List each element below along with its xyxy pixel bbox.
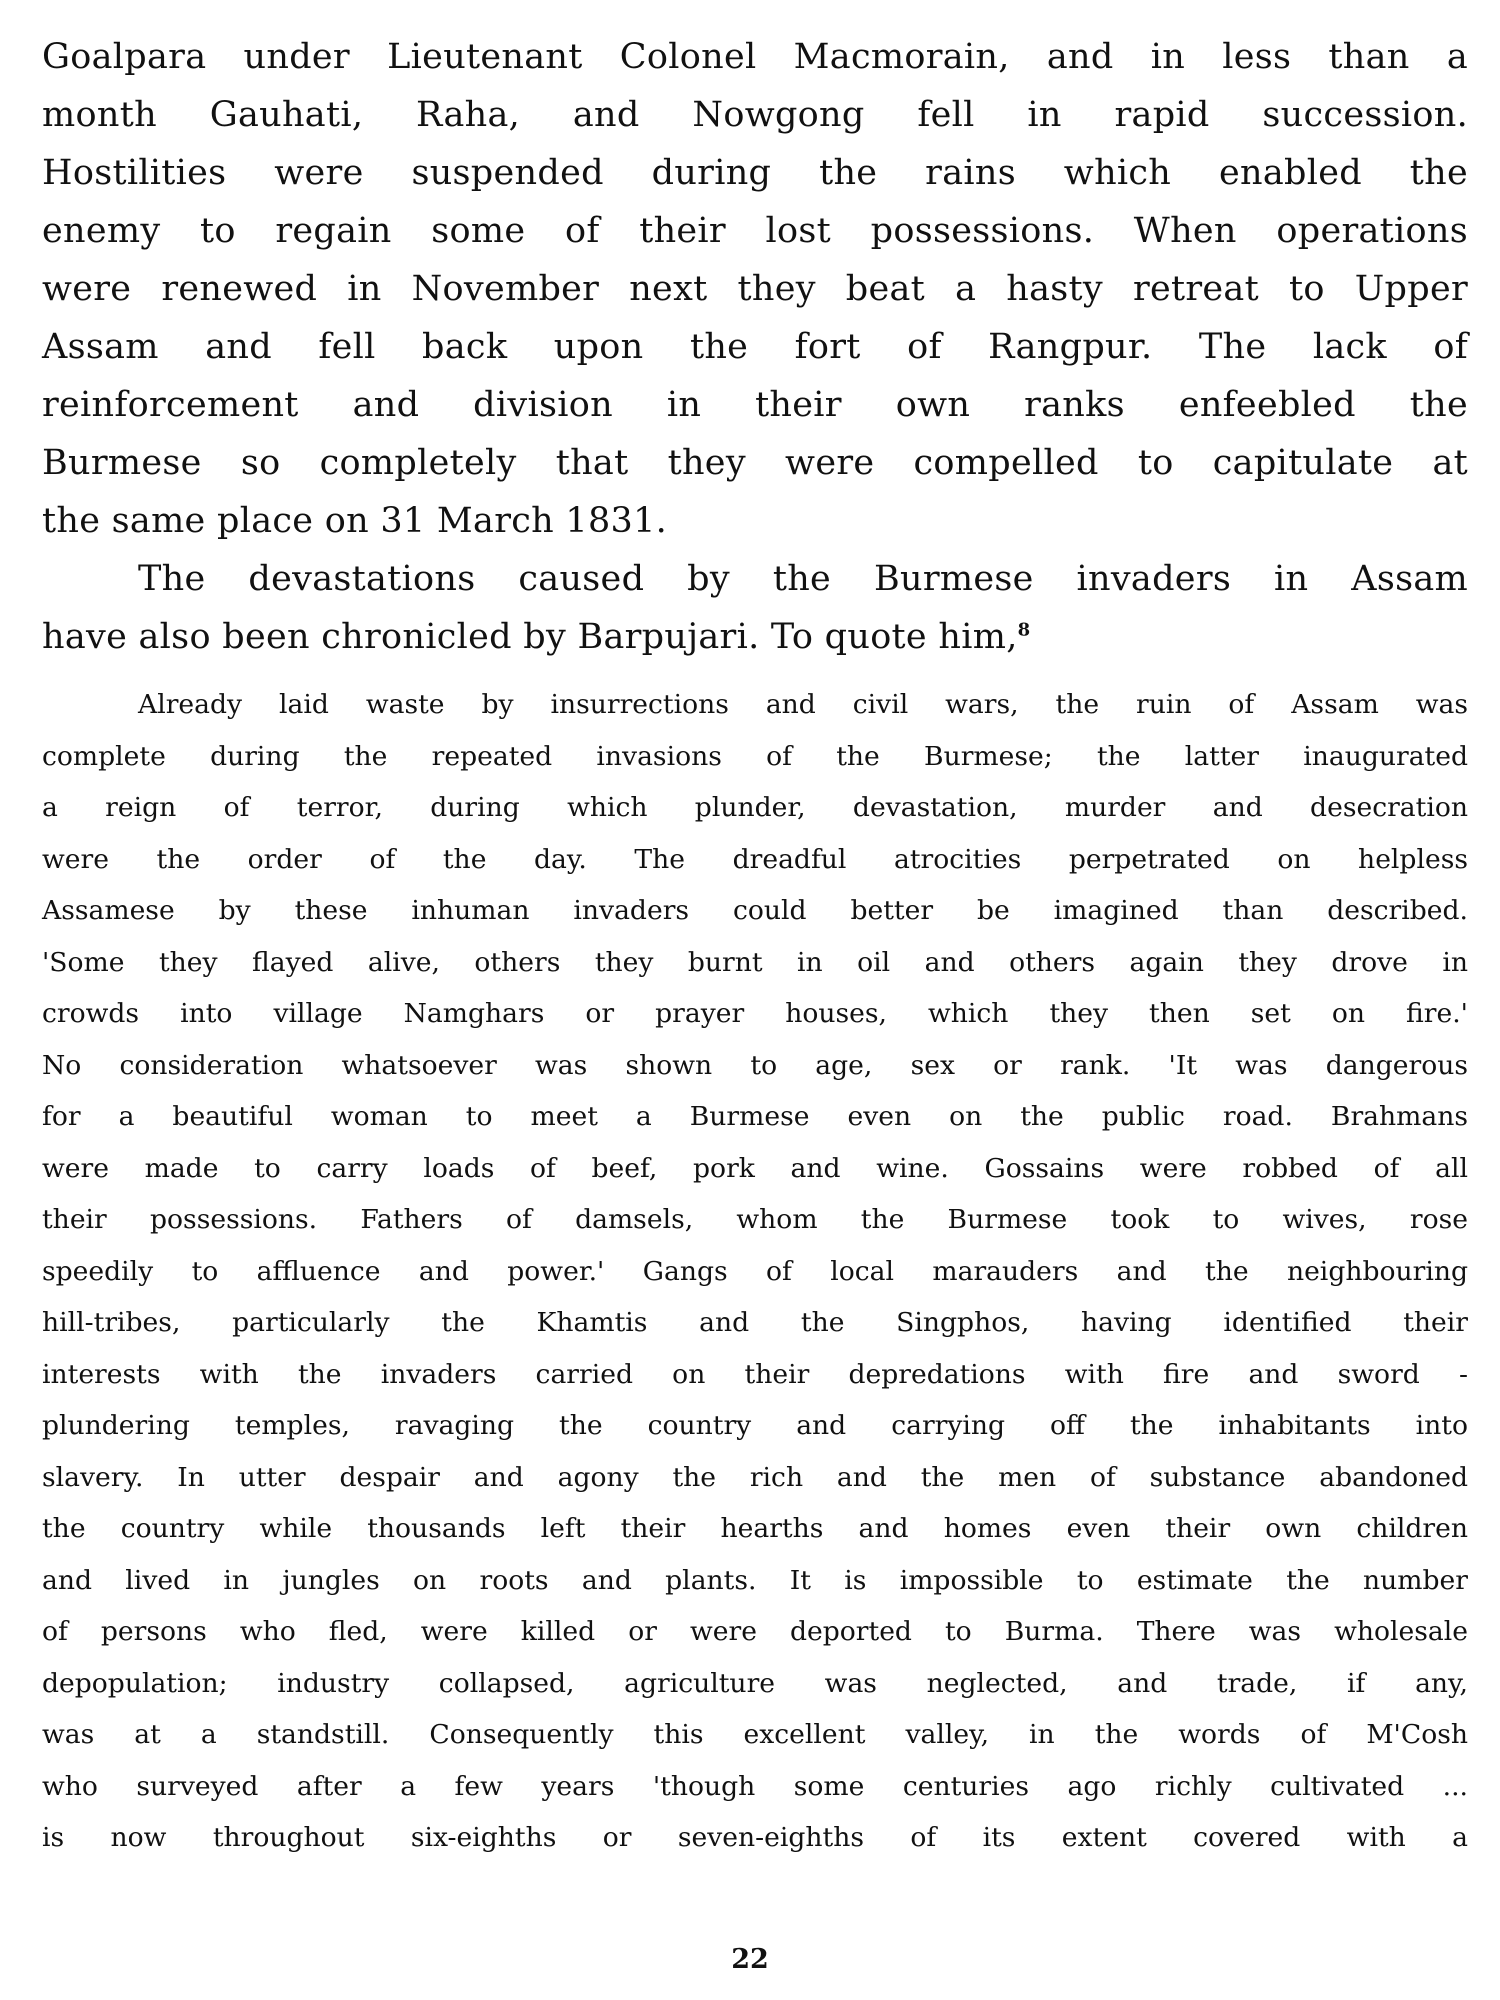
page-number: 22 xyxy=(731,1944,769,1975)
quote-line: were the order of the day. The dreadful atrocities perpetrated on helpless xyxy=(42,843,1468,875)
paragraph-1-line: Hostilities were suspended during the rains which enabled the xyxy=(42,153,1468,193)
quote-line: hill-tribes, particularly the Khamtis and the Singphos, having identified their xyxy=(42,1307,1468,1338)
quote-line: the country while thousands left their hearths and homes even their own children xyxy=(42,1513,1468,1544)
paragraph-1-line: month Gauhati, Raha, and Nowgong fell in rapid succession. xyxy=(42,95,1468,135)
quote-line: Already laid waste by insurrections and civil wars, the ruin of Assam was xyxy=(138,689,1468,720)
paragraph-1-line: Assam and fell back upon the fort of Rangpur. The lack of xyxy=(42,327,1468,367)
quote-line: were made to carry loads of beef, pork and wine. Gossains were robbed of all xyxy=(42,1152,1468,1184)
quote-line: crowds into village Namghars or prayer houses, which they then set on fire.' xyxy=(42,998,1468,1029)
main-text xyxy=(42,28,1468,666)
quote-line: interests with the invaders carried on their depredations with fire and sword - xyxy=(42,1358,1468,1390)
quote-line: was at a standstill. Consequently this excellent valley, in the words of M'Cosh xyxy=(42,1719,1468,1750)
paragraph-2-line: The devastations caused by the Burmese invaders in Assam xyxy=(138,559,1468,599)
quote-line: complete during the repeated invasions of the Burmese; the latter inaugurated xyxy=(42,740,1468,772)
quote-line: is now throughout six-eighths or seven-eighths of its extent covered with a xyxy=(42,1822,1468,1853)
paragraph-2-line-with-footnote xyxy=(42,608,1468,666)
quote-line: a reign of terror, during which plunder, devastation, murder and desecration xyxy=(42,792,1468,823)
quote-line: of persons who fled, were killed or were deported to Burma. There was wholesale xyxy=(42,1616,1468,1647)
paragraph-1-line: enemy to regain some of their lost possessions. When operations xyxy=(42,211,1468,251)
quote-line: 'Some they flayed alive, others they burnt in oil and others again they drove in xyxy=(42,946,1468,978)
quote-line: slavery. In utter despair and agony the rich and the men of substance abandoned xyxy=(42,1461,1468,1493)
paragraph-2-line-text: have also been chronicled by Barpujari. To quote him, xyxy=(42,617,1018,657)
block-quote xyxy=(42,679,1468,1864)
quote-line: speedily to affluence and power.' Gangs of local marauders and the neighbouring xyxy=(42,1255,1468,1287)
quote-line: No consideration whatsoever was shown to age, sex or rank. 'It was dangerous xyxy=(42,1049,1468,1081)
paragraph-1-line: reinforcement and division in their own ranks enfeebled the xyxy=(42,385,1468,425)
footnote-marker: 8 xyxy=(1017,619,1031,641)
paragraph-1-line: were renewed in November next they beat a hasty retreat to Upper xyxy=(42,269,1468,309)
quote-line: for a beautiful woman to meet a Burmese even on the public road. Brahmans xyxy=(42,1101,1468,1132)
quote-line: their possessions. Fathers of damsels, whom the Burmese took to wives, rose xyxy=(42,1204,1468,1235)
paragraph-1-line: Goalpara under Lieutenant Colonel Macmorain, and in less than a xyxy=(42,37,1468,77)
quote-line: plundering temples, ravaging the country and carrying off the inhabitants into xyxy=(42,1410,1468,1441)
paragraph-1-line: Burmese so completely that they were compelled to capitulate at xyxy=(42,443,1468,483)
quote-line: Assamese by these inhuman invaders could better be imagined than described. xyxy=(42,895,1468,926)
paragraph-1-line: the same place on 31 March 1831. xyxy=(42,501,668,541)
quote-line: and lived in jungles on roots and plants. It is impossible to estimate the number xyxy=(42,1564,1468,1596)
quote-line: who surveyed after a few years 'though some centuries ago richly cultivated ... xyxy=(42,1770,1468,1802)
quote-line: depopulation; industry collapsed, agriculture was neglected, and trade, if any, xyxy=(42,1667,1468,1699)
